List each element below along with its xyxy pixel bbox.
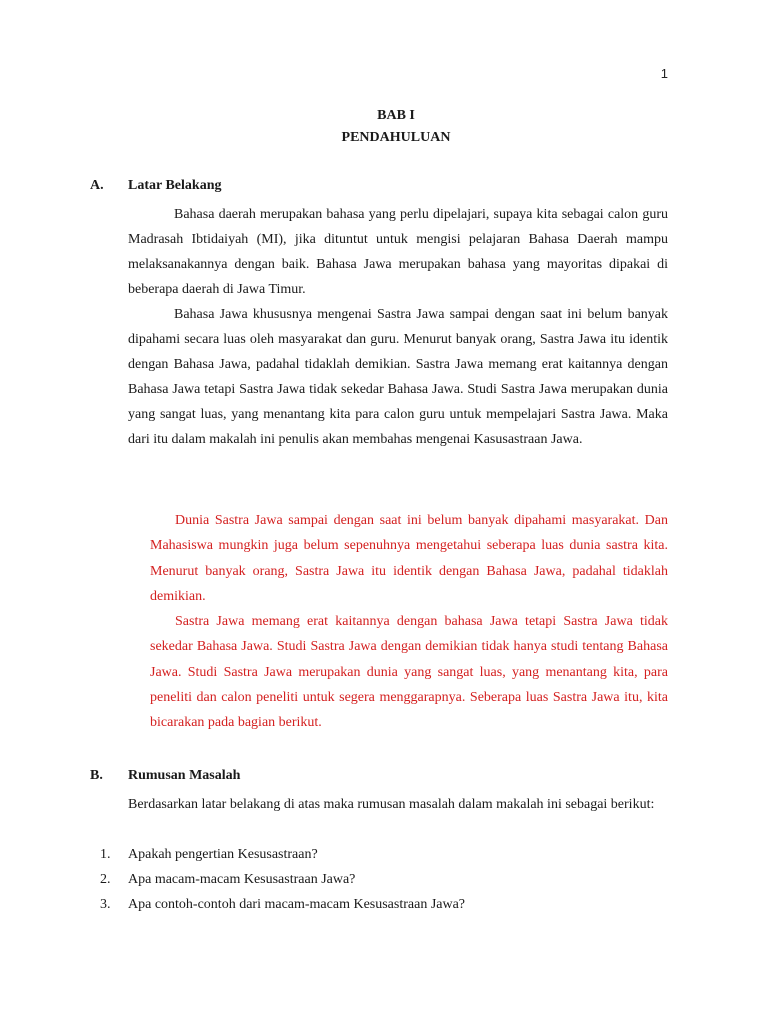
section-b-letter: B. — [90, 768, 103, 783]
section-a-paragraph-1: Bahasa daerah merupakan bahasa yang perlu dipelajari, supaya kita sebagai calon guru Madrasah Ibtidaiyah (MI), jika dituntut untuk mengisi pelajaran Bahasa Daerah mampu melaksanakannya dengan baik. Bahasa Jawa merupakan bahasa yang mayoritas dipakai di beberapa daerah di Jawa Timur. — [128, 207, 668, 297]
section-b-intro: Berdasarkan latar belakang di atas maka rumusan masalah dalam makalah ini sebagai berikut: — [128, 797, 655, 812]
section-a-title: Latar Belakang — [128, 178, 222, 193]
list-item-text: Apa contoh-contoh dari macam-macam Kesusastraan Jawa? — [128, 897, 466, 912]
quote-paragraph-1: Dunia Sastra Jawa sampai dengan saat ini belum banyak dipahami masyarakat. Dan Mahasiswa mungkin juga belum sepenuhnya mengetahui seberapa luas dunia sastra kita. Menurut banyak orang, Sastra Jawa itu identik dengan Bahasa Jawa, padahal tidaklah demikian. — [150, 513, 668, 604]
list-item-number: 3. — [100, 897, 111, 912]
section-a-letter: A. — [90, 178, 104, 193]
problem-list — [100, 842, 465, 917]
list-item-number: 1. — [100, 847, 111, 862]
chapter-title: PENDAHULUAN — [341, 130, 451, 145]
section-a-paragraph-2: Bahasa Jawa khususnya mengenai Sastra Jawa sampai dengan saat ini belum banyak dipahami secara luas oleh masyarakat dan guru. Menurut banyak orang, Sastra Jawa itu identik dengan Bahasa Jawa, padahal tidaklah demikian. Sastra Jawa memang erat kaitannya dengan Bahasa Jawa tetapi Sastra Jawa tidak sekedar Bahasa Jawa. Studi Sastra Jawa merupakan dunia yang sangat luas, yang menantang kita para calon guru untuk mempelajari Sastra Jawa. Maka dari itu dalam makalah ini penulis akan membahas mengenai Kasusastraan Jawa. — [128, 307, 668, 447]
list-item — [100, 892, 465, 917]
list-item-number: 2. — [100, 872, 111, 887]
chapter-label: BAB I — [377, 108, 415, 123]
list-item-text: Apakah pengertian Kesusastraan? — [128, 847, 318, 862]
list-item — [100, 842, 465, 867]
page-number: 1 — [660, 66, 668, 81]
list-item-text: Apa macam-macam Kesusastraan Jawa? — [128, 872, 356, 887]
quote-paragraph-2: Sastra Jawa memang erat kaitannya dengan bahasa Jawa tetapi Sastra Jawa tidak sekedar Bahasa Jawa. Studi Sastra Jawa dengan demikian tidak hanya studi tentang Bahasa Jawa. Studi Sastra Jawa merupakan dunia yang sangat luas, yang menantang kita, para peneliti dan calon peneliti untuk segera menggarapnya. Seberapa luas Sastra Jawa itu, kita bicarakan pada bagian berikut. — [150, 614, 668, 731]
section-b-heading — [90, 768, 240, 784]
section-b-title: Rumusan Masalah — [128, 768, 241, 783]
section-a-heading — [90, 178, 221, 194]
list-item — [100, 867, 465, 892]
